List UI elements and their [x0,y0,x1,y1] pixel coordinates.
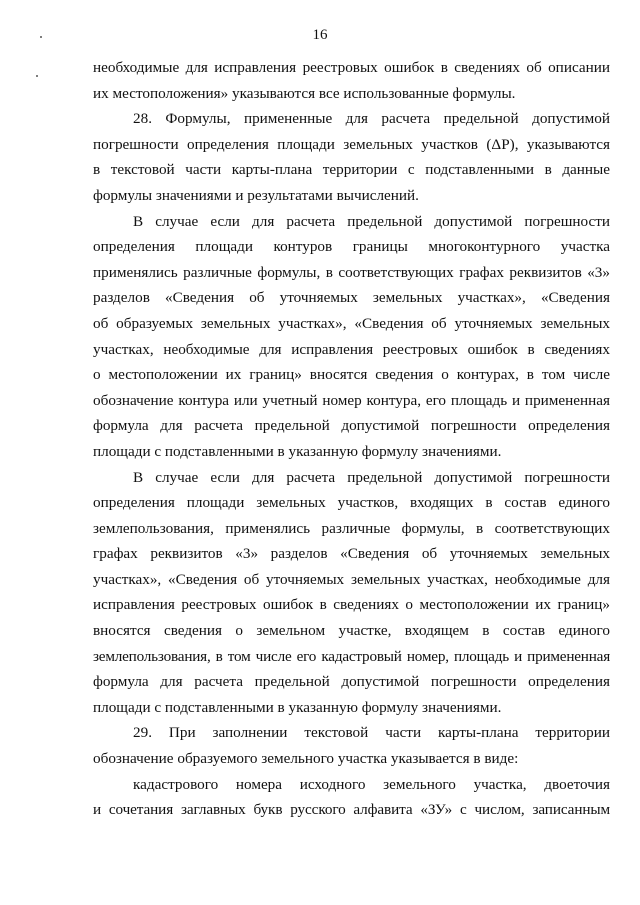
paragraph-29-cadastral-number [93,772,610,823]
text-line: определения площади земельных участков, входящих в состав единого [93,494,610,512]
text-line: формула для расчета предельной допустимой погрешности определения [93,417,610,435]
text-line: 28. Формулы, примененные для расчета предельной допустимой [133,110,610,128]
text-line: площади с подставленными в указанную формулу значениями. [93,442,502,460]
text-line: исправления реестровых ошибок в сведениях о местоположении их границ» [93,596,610,614]
text-line: В случае если для расчета предельной допустимой погрешности [133,212,610,230]
paragraph-28 [93,106,610,208]
text-line: формулы значениями и результатами вычислений. [93,186,419,204]
text-line: обозначение контура или учетный номер контура, его площадь и примененная [93,391,610,409]
text-line: 29. При заполнении текстовой части карты-плана территории [133,724,610,742]
text-line: В случае если для расчета предельной допустимой погрешности [133,468,610,486]
text-line: о местоположении их границ» вносятся сведения о контурах, в том числе [93,366,610,384]
text-line: участках, необходимые для исправления реестровых ошибок в сведениях [93,340,610,358]
text-line: графах реквизитов «3» разделов «Сведения об уточняемых земельных [93,545,610,563]
text-line: участках», «Сведения об уточняемых земельных участках, необходимые для [93,570,610,588]
text-line: в текстовой части карты-плана территории с подставленными в данные [93,161,610,179]
text-line: необходимые для исправления реестровых ошибок в сведениях об описании [93,59,610,76]
text-line: землепользования, применялись различные формулы, в соответствующих [93,519,610,537]
text-line: погрешности определения площади земельных участков (ΔP), указываются [93,135,610,153]
paragraph-29 [93,720,610,771]
text-line: определения площади контуров границы многоконтурного участка [93,238,610,256]
scan-speck [36,75,38,77]
paragraph-continuation [93,55,610,106]
text-line: площади с подставленными в указанную формулу значениями. [93,698,502,716]
text-line: об образуемых земельных участках», «Сведения об уточняемых земельных [93,314,610,332]
text-line: кадастрового номера исходного земельного участка, двоеточия [133,775,610,793]
paragraph-single-land-use [93,465,610,721]
text-line: землепользования, в том числе его кадастровый номер, площадь и примененная [93,647,610,665]
text-line: формула для расчета предельной допустимой погрешности определения [93,673,610,691]
text-line: вносятся сведения о земельном участке, входящем в состав единого [93,622,610,640]
document-body [93,55,610,823]
text-line: их местоположения» указываются все использованные формулы. [93,84,516,102]
text-line: разделов «Сведения об уточняемых земельных участках», «Сведения [93,289,610,307]
paragraph-multicontour [93,209,610,465]
page-number: 16 [312,27,328,43]
text-line: применялись различные формулы, в соответствующих графах реквизитов «3» [93,263,610,281]
text-line: обозначение образуемого земельного участка указывается в виде: [93,750,519,768]
text-line: и сочетания заглавных букв русского алфавита «ЗУ» с числом, записанным [93,801,610,819]
